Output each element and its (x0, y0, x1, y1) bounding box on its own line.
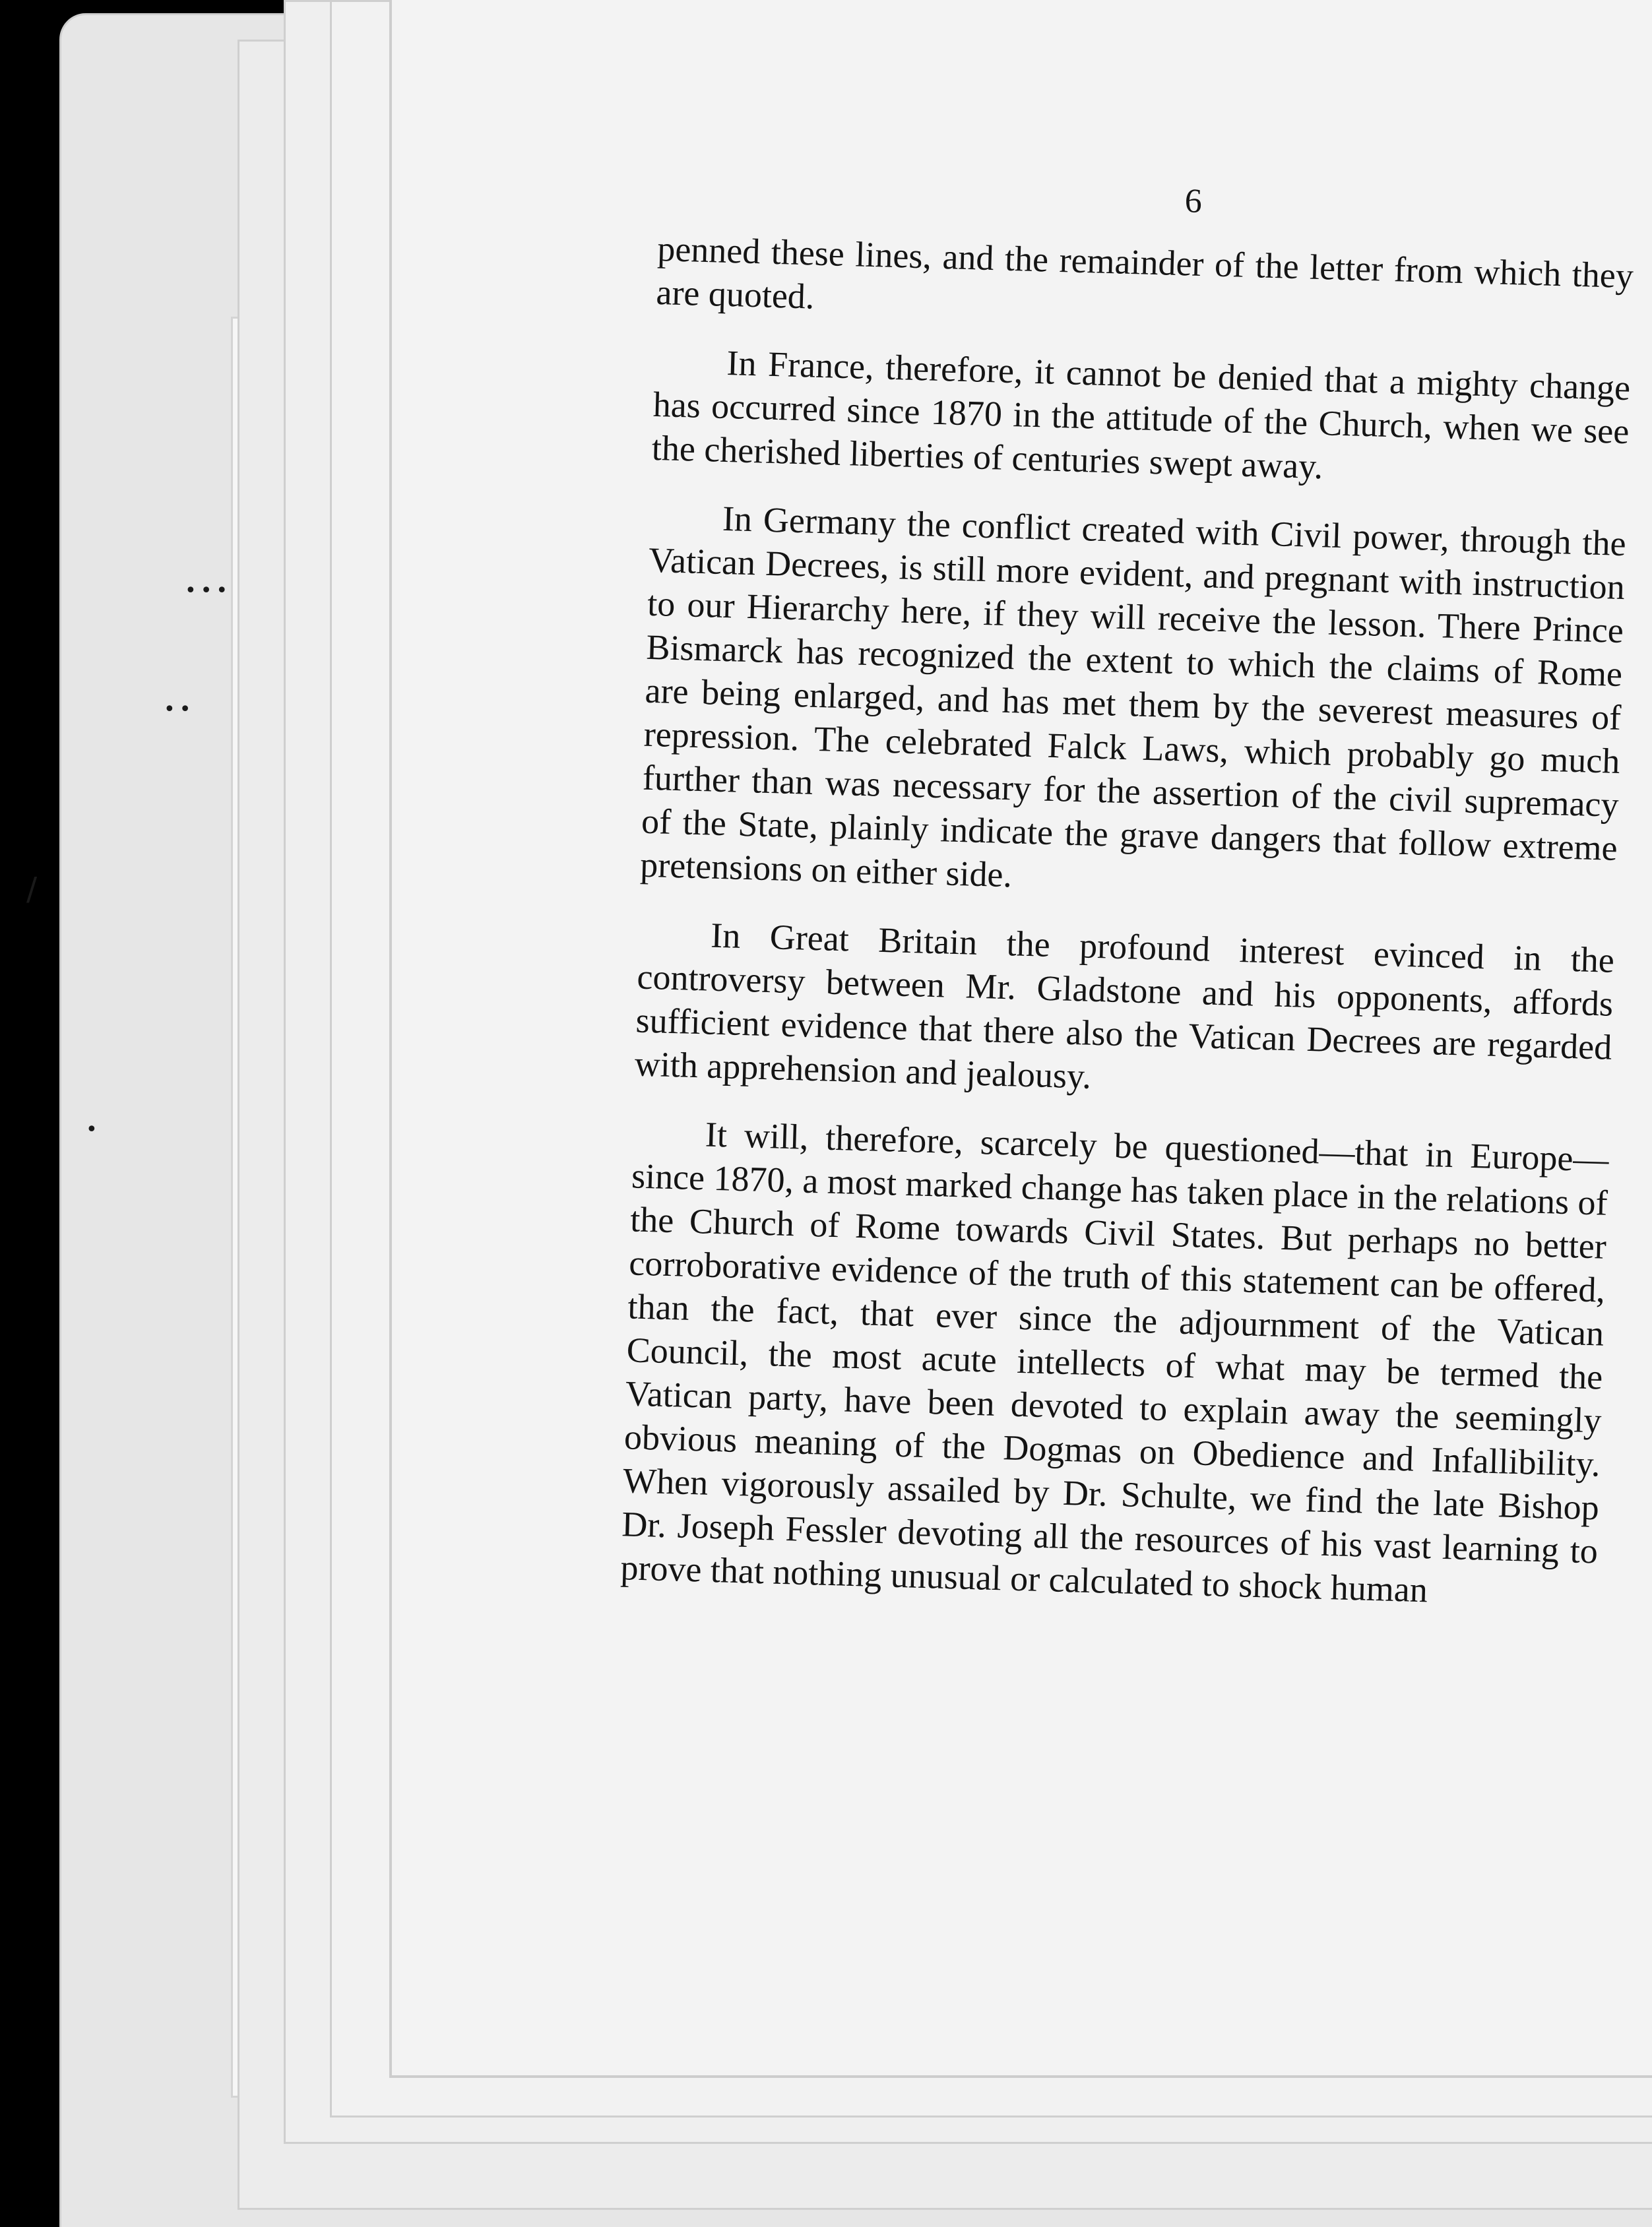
paragraph: In France, therefore, it cannot be denied that a mighty change has occurred since 1870 in the attitude of the Church, when we see the cherished liberties of centuries swept away. (651, 342, 1631, 487)
ink-speck: ••• (185, 579, 232, 602)
page-number: 6 (1184, 182, 1203, 220)
paragraph: penned these lines, and the remainder of the letter from which they are quoted. (655, 228, 1634, 317)
paragraph: In Great Britain the profound interest evinced in the controversy between Mr. Gladstone and his opponents, affords sufficient evidence that there also the Vatican Decrees are regarded with apprehension and jealousy. (634, 915, 1615, 1096)
ink-speck: • (86, 1118, 102, 1141)
page-text (620, 165, 1649, 1642)
ink-mark: / (26, 871, 42, 908)
ink-speck: •• (164, 698, 195, 721)
paragraph: In Germany the conflict created with Civil power, through the Vatican Decrees, is still more evident, and pregnant with instruction to our Hierarchy here, if they will receive the lesson. There Prince Bismarck has recognized the extent to which the claims of Rome are being enlarged, and has met them by the severest measures of repression. The celebrated Falck Laws, which probably go much further than was necessary for the assertion of the civil supremacy of the State, plainly indicate the grave dangers that follow extreme pretensions on either side. (639, 498, 1627, 895)
paragraph: It will, therefore, scarcely be questioned—that in Europe—since 1870, a most marked change has taken place in the relations of the Church of Rome towards Civil States. But perhaps no better corroborative evidence of the truth of this statement can be offered, than the fact, that ever since the adjournment of the Vatican Council, the most acute intellects of what may be termed the Vatican party, have been devoted to explain away the seemingly obvious meaning of the Dogmas on Obedience and Infallibility. When vigorously assailed by Dr. Schulte, we find the late Bishop Dr. Joseph Fessler devoting all the resources of his vast learning to prove that nothing unusual or calculated to shock human (620, 1114, 1610, 1610)
